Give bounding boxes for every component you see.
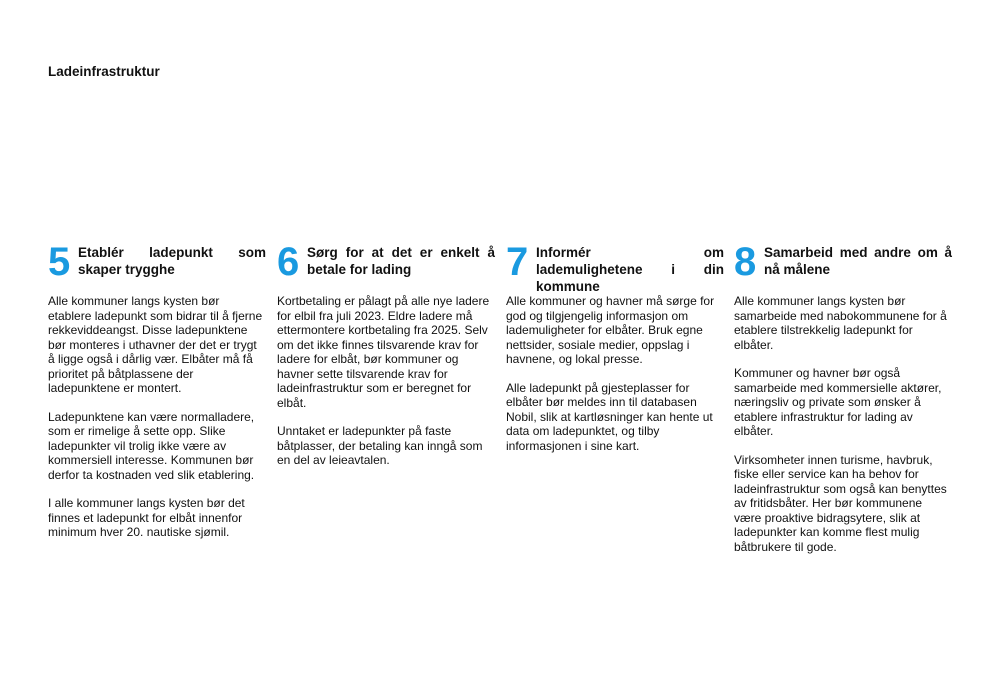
recommendation-8 — [734, 240, 952, 568]
recommendation-body — [48, 294, 266, 540]
recommendation-header — [277, 240, 495, 294]
paragraph: Alle kommuner langs kysten bør samarbeide med nabokommunene for å etablere tilstrekkelig ladepunkt for elbåter. — [734, 294, 947, 352]
recommendation-number: 6 — [277, 240, 300, 284]
recommendation-title: Samarbeid med andre om å nå målene — [764, 245, 952, 277]
paragraph: I alle kommuner langs kysten bør det finnes et ladepunkt for elbåt innenfor minimum hver 20. nautiske sjømil. — [48, 496, 245, 539]
paragraph: Alle kommuner og havner må sørge for god og tilgjengelig informasjon om lademuligheter for elbåter. Bruk egne nettsider, sosiale medier, oppslag i havnene, og lokal presse. — [506, 294, 715, 366]
recommendation-header — [48, 240, 266, 294]
recommendation-body — [506, 294, 724, 453]
paragraph: Alle ladepunkt på gjesteplasser for elbåter bør meldes inn til databasen Nobil, slik at kartløsninger kan hente ut data om ladepunktet, og tilby informasjonen i sine kart. — [506, 380, 713, 453]
recommendation-5 — [48, 240, 266, 554]
recommendation-title: Informér om lademulighetene i din kommune — [536, 245, 724, 294]
paragraph: Virksomheter innen turisme, havbruk, fiske eller service kan ha behov for ladeinfrastruktur som også kan benyttes av fritidsbåter. Her bør kommunene være proaktive bidragsytere, slik at ladepunkter kan komme flest mulig båtbrukere til gode. — [734, 452, 947, 554]
recommendation-header — [734, 240, 952, 294]
recommendation-header — [506, 240, 724, 294]
recommendation-number: 5 — [48, 240, 71, 284]
recommendation-body — [734, 294, 952, 554]
recommendation-title: Sørg for at det er enkelt å betale for lading — [307, 245, 495, 277]
recommendation-number: 8 — [734, 240, 757, 284]
paragraph: Alle kommuner langs kysten bør etablere ladepunkt som bidrar til å fjerne rekkeviddeangst. Disse ladepunktene bør monteres i uthavner der det er trygt å ligge også i dårlig vær. Elbåter må få prioritet på båtplassene der ladepunktene er montert. — [48, 294, 263, 395]
recommendation-number: 7 — [506, 240, 529, 284]
paragraph: Kortbetaling er pålagt på alle nye ladere for elbil fra juli 2023. Eldre ladere må ettermontere kortbetaling fra 2025. Selv om det ikke finnes tilsvarende krav for ladere for elbåt, bør kommuner og havner sette tilsvarende krav for ladeinfrastruktur som er beregnet for elbåt. — [277, 294, 490, 410]
recommendation-title: Etablér ladepunkt som skaper trygghe — [78, 245, 266, 277]
paragraph: Ladepunktene kan være normalladere, som er rimelige å sette opp. Slike ladepunkter vil trolig ikke være av kommersiell interesse. Kommunen bør derfor ta kostnaden ved slik etablering. — [48, 409, 255, 482]
recommendation-body — [277, 294, 495, 468]
recommendation-6 — [277, 240, 495, 482]
paragraph: Kommuner og havner bør også samarbeide med kommersielle aktører, næringsliv og private som ønsker å etablere infrastruktur for lading av elbåter. — [734, 366, 942, 438]
recommendation-7 — [506, 240, 724, 467]
paragraph: Unntaket er ladepunkter på faste båtplasser, der betaling kan inngå som en del av leieavtalen. — [277, 424, 483, 467]
page-title: Ladeinfrastruktur — [48, 64, 160, 79]
